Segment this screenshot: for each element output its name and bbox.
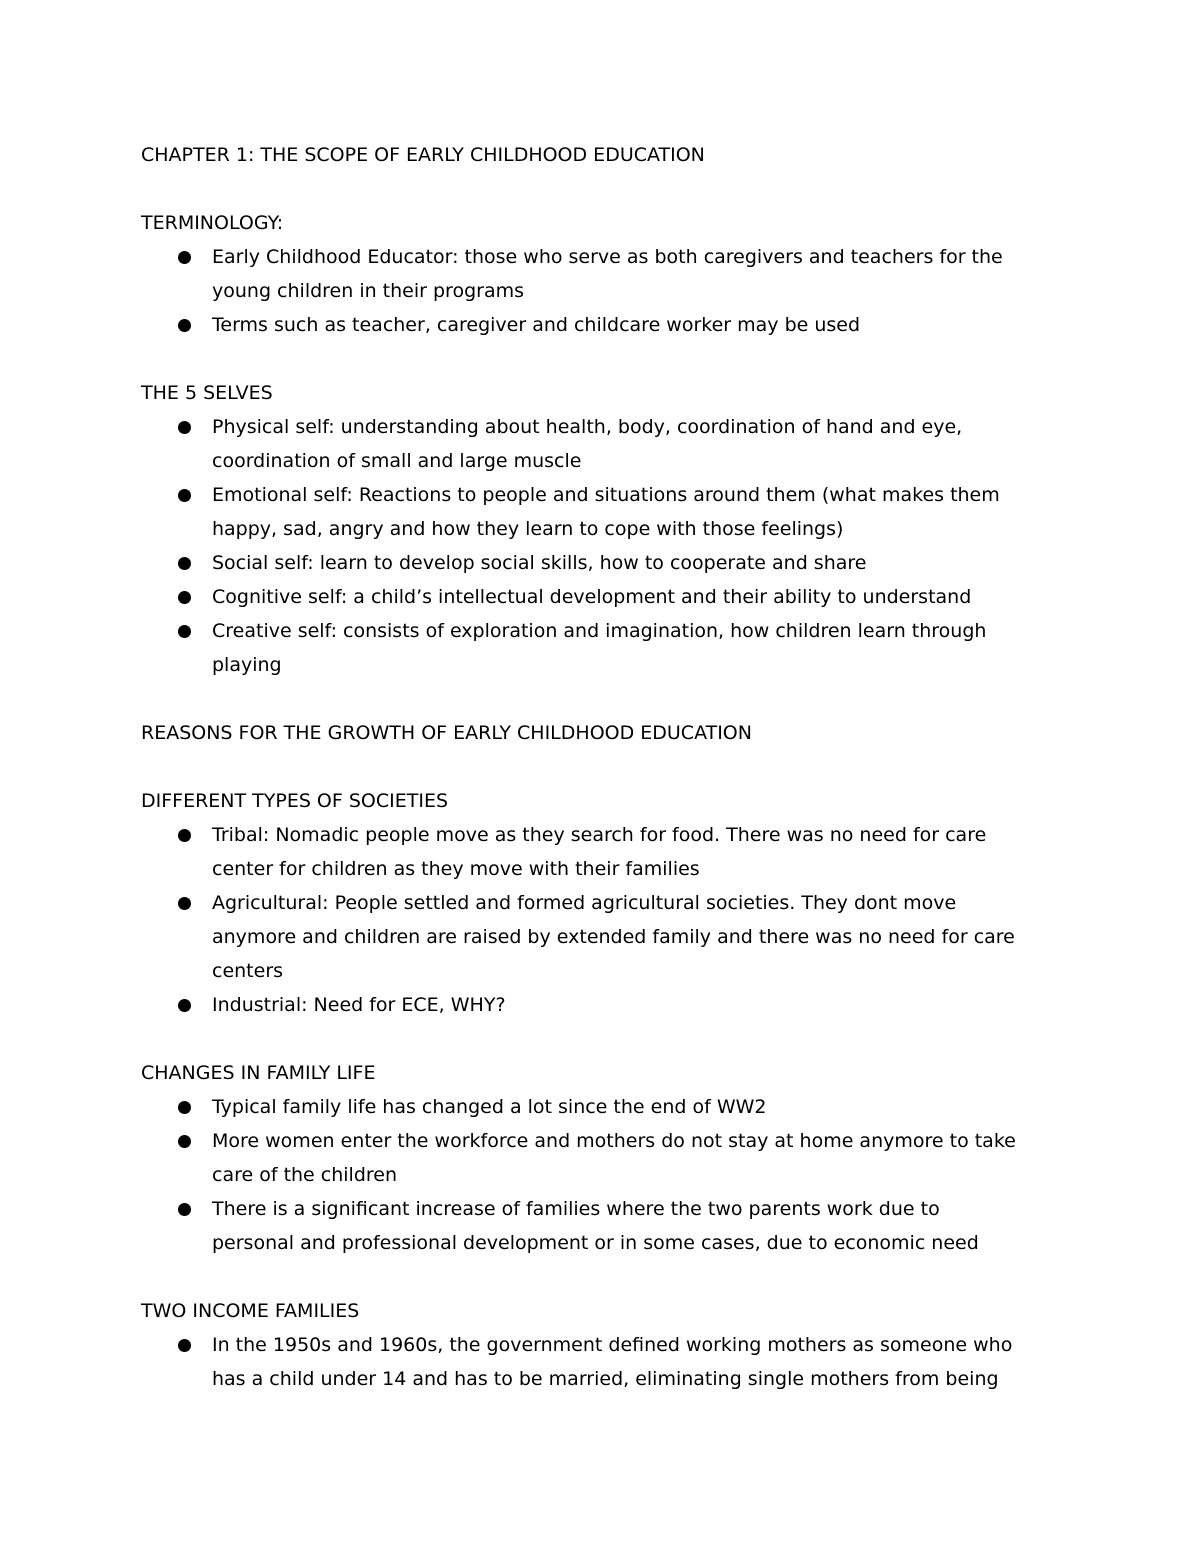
- list-item-line: personal and professional development or in some cases, due to economic need: [212, 1232, 979, 1254]
- list-item: [141, 580, 1071, 614]
- list-item: [141, 988, 1071, 1022]
- bullet-icon: [178, 625, 191, 638]
- list-item-line: Typical family life has changed a lot since the end of WW2: [212, 1096, 767, 1118]
- list-item-line: In the 1950s and 1960s, the government defined working mothers as someone who: [212, 1334, 1013, 1356]
- bullet-icon: [178, 489, 191, 502]
- list-item-line: center for children as they move with their families: [212, 858, 700, 880]
- list-item-line: has a child under 14 and has to be married, eliminating single mothers from being: [212, 1368, 999, 1390]
- bullet-icon: [178, 557, 191, 570]
- list-item-line: centers: [212, 960, 284, 982]
- list-item-line: Cognitive self: a child’s intellectual development and their ability to understand: [212, 586, 972, 608]
- family-life-list: [141, 1090, 1071, 1260]
- spacer: [141, 1022, 1071, 1056]
- bullet-icon: [178, 421, 191, 434]
- bullet-icon: [178, 1339, 191, 1352]
- spacer: [141, 1260, 1071, 1294]
- list-item-line: care of the children: [212, 1164, 398, 1186]
- list-item-line: There is a significant increase of families where the two parents work due to: [212, 1198, 940, 1220]
- list-item: [141, 1124, 1071, 1192]
- list-item-line: Industrial: Need for ECE, WHY?: [212, 994, 506, 1016]
- list-item: [141, 886, 1071, 988]
- bullet-icon: [178, 591, 191, 604]
- list-item-line: Tribal: Nomadic people move as they search for food. There was no need for care: [212, 824, 987, 846]
- bullet-icon: [178, 251, 191, 264]
- section-heading-societies: DIFFERENT TYPES OF SOCIETIES: [141, 790, 449, 812]
- section-heading-five-selves: THE 5 SELVES: [141, 382, 273, 404]
- spacer: [141, 750, 1071, 784]
- list-item: [141, 410, 1071, 478]
- list-item-line: playing: [212, 654, 282, 676]
- list-item-line: young children in their programs: [212, 280, 524, 302]
- list-item: [141, 478, 1071, 546]
- terminology-list: [141, 240, 1071, 342]
- section-heading-family-life: CHANGES IN FAMILY LIFE: [141, 1062, 376, 1084]
- list-item: [141, 1328, 1071, 1396]
- section-heading-two-income: TWO INCOME FAMILIES: [141, 1300, 360, 1322]
- list-item-line: Terms such as teacher, caregiver and childcare worker may be used: [212, 314, 861, 336]
- bullet-icon: [178, 999, 191, 1012]
- list-item: [141, 614, 1071, 682]
- list-item: [141, 546, 1071, 580]
- list-item-line: Social self: learn to develop social skills, how to cooperate and share: [212, 552, 867, 574]
- list-item: [141, 1192, 1071, 1260]
- list-item-line: More women enter the workforce and mothers do not stay at home anymore to take: [212, 1130, 1016, 1152]
- list-item-line: Emotional self: Reactions to people and situations around them (what makes them: [212, 484, 1000, 506]
- chapter-title: CHAPTER 1: THE SCOPE OF EARLY CHILDHOOD EDUCATION: [141, 144, 705, 166]
- bullet-icon: [178, 1203, 191, 1216]
- list-item: [141, 1090, 1071, 1124]
- list-item-line: Agricultural: People settled and formed agricultural societies. They dont move: [212, 892, 957, 914]
- societies-list: [141, 818, 1071, 1022]
- list-item-line: Physical self: understanding about health, body, coordination of hand and eye,: [212, 416, 963, 438]
- list-item-line: happy, sad, angry and how they learn to cope with those feelings): [212, 518, 844, 540]
- five-selves-list: [141, 410, 1071, 682]
- section-heading-growth: REASONS FOR THE GROWTH OF EARLY CHILDHOOD EDUCATION: [141, 722, 752, 744]
- bullet-icon: [178, 897, 191, 910]
- bullet-icon: [178, 319, 191, 332]
- spacer: [141, 172, 1071, 206]
- list-item: [141, 240, 1071, 308]
- list-item-line: anymore and children are raised by extended family and there was no need for care: [212, 926, 1015, 948]
- document-content: [141, 138, 1071, 1396]
- list-item-line: Creative self: consists of exploration and imagination, how children learn through: [212, 620, 987, 642]
- list-item: [141, 308, 1071, 342]
- list-item-line: Early Childhood Educator: those who serve as both caregivers and teachers for the: [212, 246, 1003, 268]
- list-item: [141, 818, 1071, 886]
- bullet-icon: [178, 829, 191, 842]
- bullet-icon: [178, 1135, 191, 1148]
- list-item-line: coordination of small and large muscle: [212, 450, 582, 472]
- spacer: [141, 342, 1071, 376]
- bullet-icon: [178, 1101, 191, 1114]
- two-income-list: [141, 1328, 1071, 1396]
- spacer: [141, 682, 1071, 716]
- section-heading-terminology: TERMINOLOGY:: [141, 212, 284, 234]
